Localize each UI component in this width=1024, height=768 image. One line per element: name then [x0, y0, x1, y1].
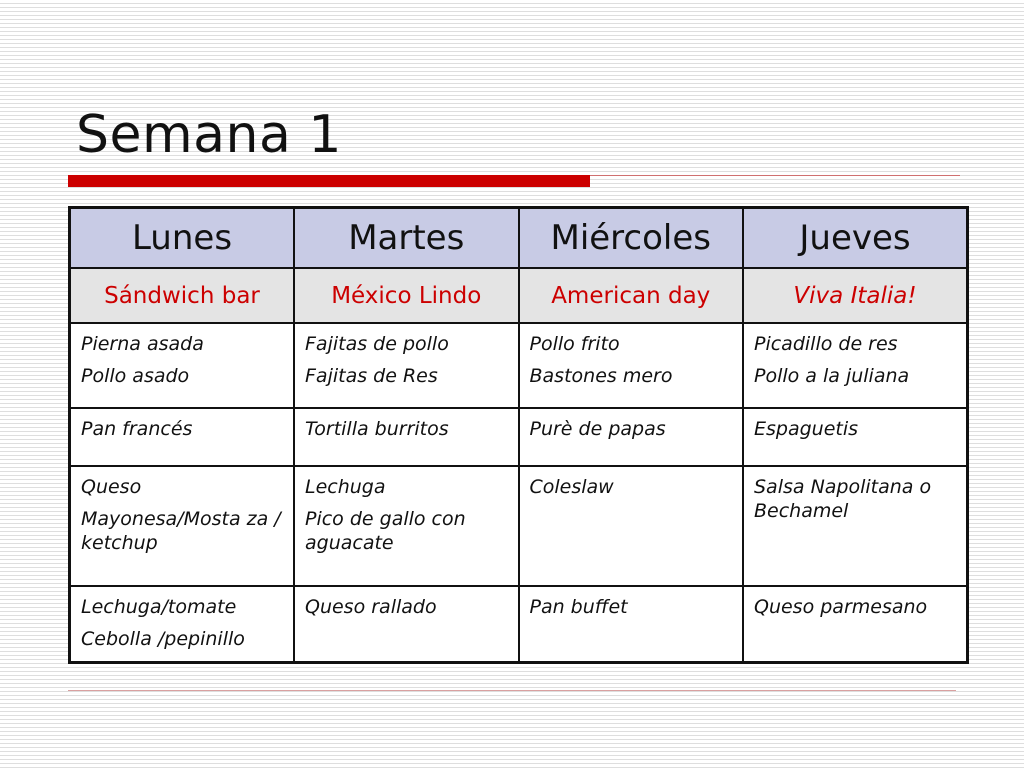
- menu-cell: [519, 323, 744, 408]
- menu-item: Pollo asado: [81, 365, 190, 387]
- menu-cell: [70, 323, 295, 408]
- menu-item: Fajitas de pollo: [305, 333, 449, 355]
- menu-item: Bastones mero: [529, 365, 673, 387]
- weekly-menu-table: [68, 206, 969, 664]
- menu-cell: [743, 408, 968, 466]
- day-header-row: [70, 208, 968, 269]
- menu-cell: [743, 586, 968, 663]
- menu-cell: [743, 466, 968, 586]
- menu-item: Purè de papas: [529, 418, 666, 440]
- menu-cell: [70, 586, 295, 663]
- menu-item: Queso parmesano: [754, 596, 928, 618]
- menu-cell: [294, 466, 519, 586]
- menu-item: Picadillo de res: [754, 333, 898, 355]
- menu-item: Mayonesa/Mosta za / ketchup: [81, 508, 281, 554]
- table-row: [70, 466, 968, 586]
- menu-item: Salsa Napolitana o Bechamel: [754, 476, 932, 522]
- menu-item: Lechuga/tomate: [81, 596, 237, 618]
- menu-item: Cebolla /pepinillo: [81, 628, 245, 650]
- menu-cell: [70, 408, 295, 466]
- menu-cell: [294, 586, 519, 663]
- theme-jueves: Viva Italia!: [743, 268, 968, 323]
- menu-item: Pollo frito: [529, 333, 620, 355]
- theme-row: [70, 268, 968, 323]
- menu-cell: [70, 466, 295, 586]
- menu-item: Pan francés: [81, 418, 193, 440]
- menu-item: Coleslaw: [529, 476, 614, 498]
- menu-cell: [519, 408, 744, 466]
- menu-item: Pierna asada: [81, 333, 204, 355]
- menu-cell: [519, 586, 744, 663]
- menu-item: Queso rallado: [305, 596, 437, 618]
- theme-lunes: Sándwich bar: [70, 268, 295, 323]
- table-row: [70, 323, 968, 408]
- menu-item: Pollo a la juliana: [754, 365, 910, 387]
- menu-item: Pico de gallo con aguacate: [305, 508, 466, 554]
- menu-cell: [519, 466, 744, 586]
- title-underline-thin: [590, 175, 960, 176]
- menu-item: Queso: [81, 476, 142, 498]
- title-underline-bar: [68, 175, 590, 187]
- menu-cell: [294, 408, 519, 466]
- menu-item: Pan buffet: [529, 596, 628, 618]
- footer-rule: [68, 690, 956, 691]
- day-header-jueves: Jueves: [743, 208, 968, 269]
- theme-miercoles: American day: [519, 268, 744, 323]
- day-header-miercoles: Miércoles: [519, 208, 744, 269]
- theme-martes: México Lindo: [294, 268, 519, 323]
- menu-cell: [294, 323, 519, 408]
- slide-title: Semana 1: [76, 105, 342, 165]
- menu-item: Tortilla burritos: [305, 418, 449, 440]
- table-row: [70, 408, 968, 466]
- table-row: [70, 586, 968, 663]
- menu-cell: [743, 323, 968, 408]
- menu-item: Espaguetis: [754, 418, 859, 440]
- day-header-martes: Martes: [294, 208, 519, 269]
- menu-item: Fajitas de Res: [305, 365, 438, 387]
- menu-item: Lechuga: [305, 476, 386, 498]
- day-header-lunes: Lunes: [70, 208, 295, 269]
